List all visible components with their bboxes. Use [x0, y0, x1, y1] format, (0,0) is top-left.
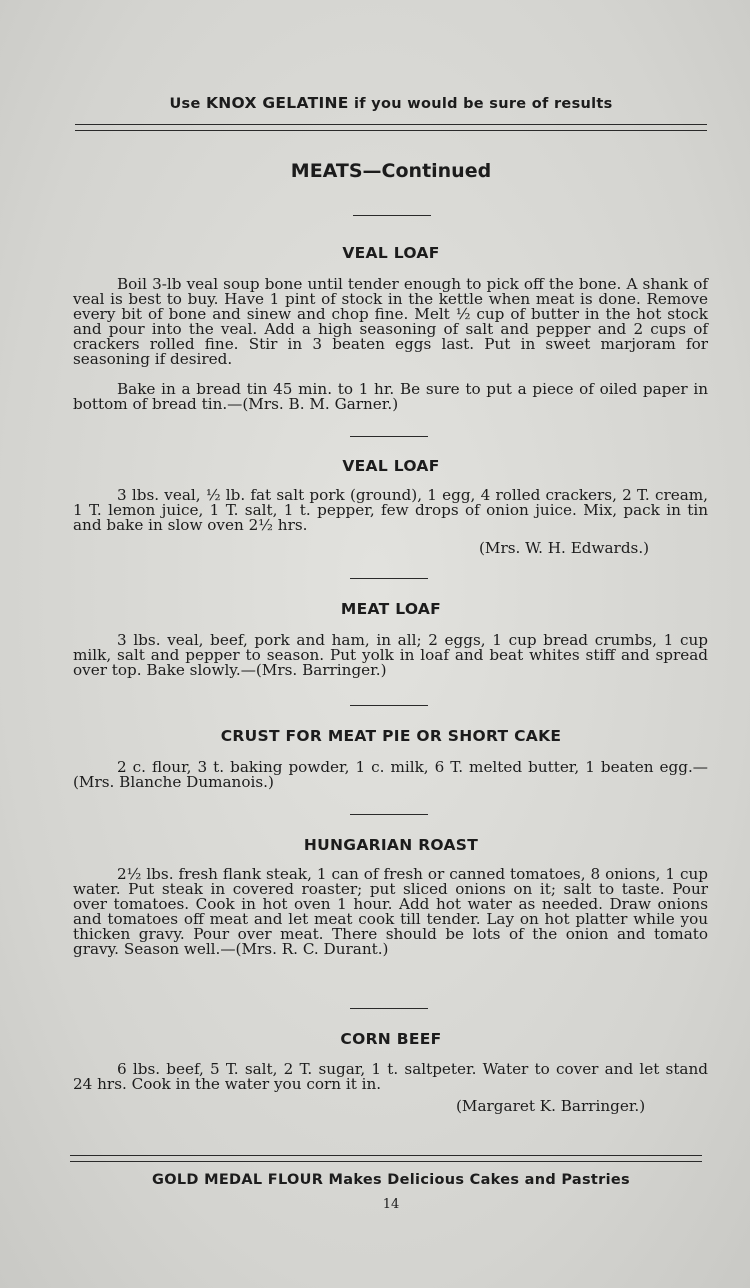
footer-banner-suffix: Makes Delicious Cakes and Pastries — [328, 1172, 630, 1188]
recipe-paragraph: 3 lbs. veal, beef, pork and ham, in all; 2 eggs, 1 cup bread crumbs, 1 cup milk, salt and pepper to season. Put yolk in loaf and beat whites stiff and spread over top. Bake slowly.—(Mrs. Barringer.) — [73, 631, 708, 679]
divider — [353, 215, 431, 216]
header-banner-prefix: Use — [169, 96, 201, 112]
divider — [350, 814, 428, 815]
page-number: 14 — [382, 1197, 400, 1212]
recipe-title: HUNGARIAN ROAST — [303, 836, 479, 854]
recipe-paragraph: Bake in a bread tin 45 min. to 1 hr. Be sure to put a piece of oiled paper in bottom of bread tin.—(Mrs. B. M. Garner.) — [73, 380, 708, 413]
recipe-paragraph: 2 c. flour, 3 t. baking powder, 1 c. milk, 6 T. melted butter, 1 beaten egg.—(Mrs. Blanche Dumanois.) — [73, 758, 708, 791]
header-banner-suffix: if you would be sure of results — [354, 96, 613, 112]
divider — [350, 436, 428, 437]
divider — [350, 1008, 428, 1009]
recipe-title: VEAL LOAF — [342, 244, 440, 262]
footer-banner — [75, 1172, 707, 1188]
recipe-title: VEAL LOAF — [342, 457, 440, 475]
header-banner-brand: KNOX GELATINE — [205, 94, 349, 112]
recipe-title: CORN BEEF — [340, 1030, 442, 1048]
recipe-paragraph: 3 lbs. veal, ½ lb. fat salt pork (ground), 1 egg, 4 rolled crackers, 2 T. cream, 1 T. lemon juice, 1 T. salt, 1 t. pepper, few drops of onion juice. Mix, pack in tin and bake in slow oven 2½ hrs. — [73, 486, 708, 534]
recipe-paragraph: 6 lbs. beef, 5 T. salt, 2 T. sugar, 1 t. saltpeter. Water to cover and let stand 24 hrs. Cook in the water you corn it in. — [73, 1060, 708, 1093]
section-title: MEATS—Continued — [290, 160, 492, 182]
recipe-paragraph: Boil 3-lb veal soup bone until tender enough to pick off the bone. A shank of veal is best to buy. Have 1 pint of stock in the kettle when meat is done. Remove every bit of bone and sinew and chop fine. Melt ½ cup of butter in the hot stock and pour into the veal. Add a high seasoning of salt and pepper and 2 cups of crackers rolled fine. Stir in 3 beaten eggs last. Put in sweet marjoram for seasoning if desired. — [73, 275, 708, 368]
recipe-credit: (Margaret K. Barringer.) — [456, 1097, 646, 1115]
header-banner — [75, 94, 707, 112]
footer-double-rule — [70, 1155, 702, 1162]
footer-banner-brand: GOLD MEDAL FLOUR — [152, 1172, 324, 1188]
recipe-paragraph: 2½ lbs. fresh flank steak, 1 can of fresh or canned tomatoes, 8 onions, 1 cup water. Put steak in covered roaster; put sliced onions on it; salt to taste. Pour over tomatoes. Cook in hot oven 1 hour. Add hot water as needed. Draw onions and tomatoes off meat and let meat cook till tender. Lay on hot platter while you thicken gravy. Pour over meat. There should be lots of the onion and tomato gravy. Season well.—(Mrs. R. C. Durant.) — [73, 865, 708, 958]
recipe-title: MEAT LOAF — [340, 600, 442, 618]
divider — [350, 578, 428, 579]
header-double-rule — [75, 124, 707, 131]
recipe-credit: (Mrs. W. H. Edwards.) — [479, 539, 650, 557]
divider — [350, 705, 428, 706]
recipe-title: CRUST FOR MEAT PIE OR SHORT CAKE — [220, 727, 562, 745]
